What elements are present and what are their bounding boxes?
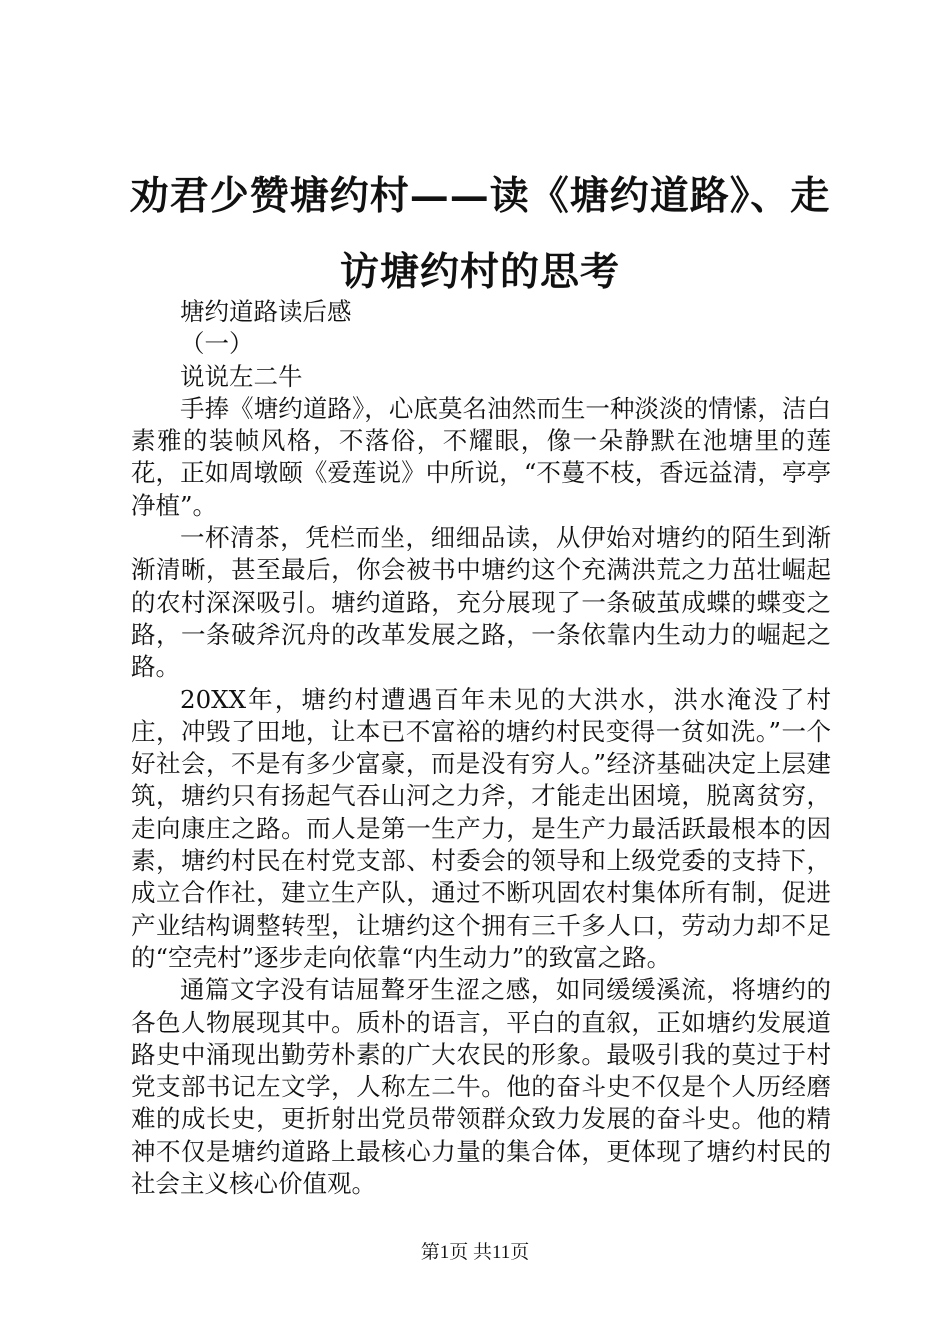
- section-heading: 说说左二牛: [180, 361, 303, 391]
- subtitle-line: 塘约道路读后感: [180, 297, 352, 326]
- paragraph: 手捧《塘约道路》，心底莫名油然而生一种淡淡的情愫，洁白素雅的装帧风格，不落俗，不耀眼，像一朵静默在池塘里的莲花，正如周墩颐《爱莲说》中所说，“不蔓不枝，香远益清，亭亭净植”。: [131, 393, 831, 520]
- paragraph: 20XX年，塘约村遭遇百年未见的大洪水，洪水淹没了村庄，冲毁了田地，让本已不富裕的塘约村民变得一贫如洗。”一个好社会，不是有多少富豪，而是没有穷人。”经济基础决定上层建筑，塘约只有扬起气吞山河之力斧，才能走出困境，脱离贫穷，走向康庄之路。而人是第一生产力，是生产力最活跃最根本的因素，塘约村民在村党支部、村委会的领导和上级党委的支持下，成立合作社，建立生产队，通过不断巩固农村集体所有制，促进产业结构调整转型，让塘约这个拥有三千多人口，劳动力却不足的“空壳村”逐步走向依靠“内生动力”的致富之路。: [131, 684, 831, 972]
- document-title: 劝君少赞塘约村——读《塘约道路》、走访塘约村的思考: [129, 173, 831, 295]
- section-number: （一）: [180, 329, 254, 359]
- paragraph: 一杯清茶，凭栏而坐，细细品读，从伊始对塘约的陌生到渐渐清晰，甚至最后，你会被书中塘约这个充满洪荒之力茁壮崛起的农村深深吸引。塘约道路，充分展现了一条破茧成蝶的蝶变之路，一条破斧沉舟的改革发展之路，一条依靠内生动力的崛起之路。: [131, 523, 831, 682]
- document-body: [131, 296, 831, 1200]
- paragraph: 通篇文字没有诘屈聱牙生涩之感，如同缓缓溪流，将塘约的各色人物展现其中。质朴的语言，平白的直叙，正如塘约发展道路史中涌现出勤劳朴素的广大农民的形象。最吸引我的莫过于村党支部书记左文学，人称左二牛。他的奋斗史不仅是个人历经磨难的成长史，更折射出党员带领群众致力发展的奋斗史。他的精神不仅是塘约道路上最核心力量的集合体，更体现了塘约村民的社会主义核心价值观。: [131, 975, 831, 1199]
- page-footer: 第1页 共11页: [420, 1242, 530, 1263]
